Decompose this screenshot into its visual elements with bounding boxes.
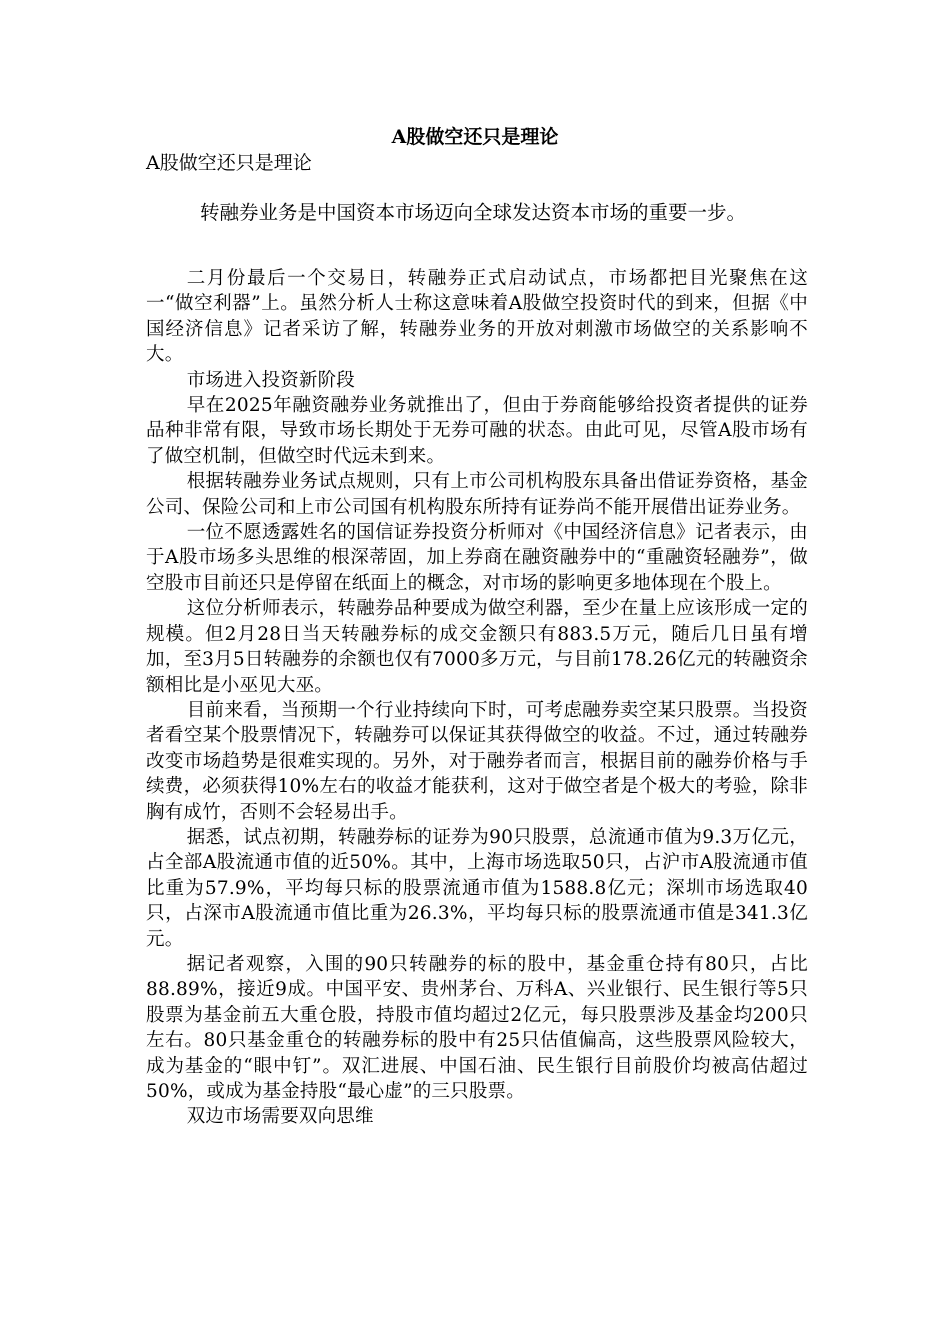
paragraph: 早在2025年融资融券业务就推出了，但由于券商能够给投资者提供的证券品种非常有限，导致市场长期处于无券可融的状态。由此可见，尽管A股市场有了做空机制，但做空时代远未到来。 <box>146 395 808 467</box>
paragraph: 据悉，试点初期，转融券标的证券为90只股票，总流通市值为9.3万亿元，占全部A股流通市值的近50%。其中，上海市场选取50只，占沪市A股流通市值比重为57.9%，平均每只标的股票流通市值为1588.8亿元；深圳市场选取40只，占深市A股流通市值比重为26.3%，平均每只标的股票流通市值是341.3亿元。 <box>146 826 808 950</box>
paragraph: 一位不愿透露姓名的国信证券投资分析师对《中国经济信息》记者表示，由于A股市场多头思维的根深蒂固，加上券商在融资融券中的“重融资轻融券”，做空股市目前还只是停留在纸面上的概念，对市场的影响更多地体现在个股上。 <box>146 522 808 594</box>
paragraph: 据记者观察，入围的90只转融券的标的股中，基金重仓持有80只，占比88.89%，接近9成。中国平安、贵州茅台、万科A、兴业银行、民生银行等5只股票为基金前五大重仓股，持股市值均超过2亿元，每只股票涉及基金均200只左右。80只基金重仓的转融券标的股中有25只估值偏高，这些股票风险较大，成为基金的“眼中钉”。双汇进展、中国石油、民生银行目前股价均被高估超过50%，或成为基金持股“最心虚”的三只股票。 <box>146 953 808 1102</box>
paragraph: 目前来看，当预期一个行业持续向下时，可考虑融券卖空某只股票。当投资者看空某个股票情况下，转融券可以保证其获得做空的收益。不过，通过转融券改变市场趋势是很难实现的。另外，对于融券者而言，根据目前的融券价格与手续费，必须获得10%左右的收益才能获利，这对于做空者是个极大的考验，除非胸有成竹，否则不会轻易出手。 <box>146 699 808 823</box>
document-title: A股做空还只是理论 <box>391 126 559 148</box>
lead-paragraph: 转融券业务是中国资本市场迈向全球发达资本市场的重要一步。 <box>200 201 747 224</box>
section-heading: 市场进入投资新阶段 <box>186 369 355 391</box>
paragraph: 这位分析师表示，转融券品种要成为做空利器，至少在量上应该形成一定的规模。但2月28日当天转融券标的成交金额只有883.5万元，随后几日虽有增加，至3月5日转融券的余额也仅有7000多万元，与目前178.26亿元的转融资余额相比是小巫见大巫。 <box>146 598 808 696</box>
paragraph-intro: 二月份最后一个交易日，转融券正式启动试点，市场都把目光聚焦在这一“做空利器”上。虽然分析人士称这意味着A股做空投资时代的到来，但据《中国经济信息》记者采访了解，转融券业务的开放对刺激市场做空的关系影响不大。 <box>146 268 808 366</box>
section-heading: 双边市场需要双向思维 <box>186 1106 374 1128</box>
paragraph: 根据转融券业务试点规则，只有上市公司机构股东具备出借证券资格，基金公司、保险公司和上市公司国有机构股东所持有证券尚不能开展借出证券业务。 <box>146 471 808 518</box>
article-body <box>146 266 808 1130</box>
document-subtitle: A股做空还只是理论 <box>146 152 312 174</box>
